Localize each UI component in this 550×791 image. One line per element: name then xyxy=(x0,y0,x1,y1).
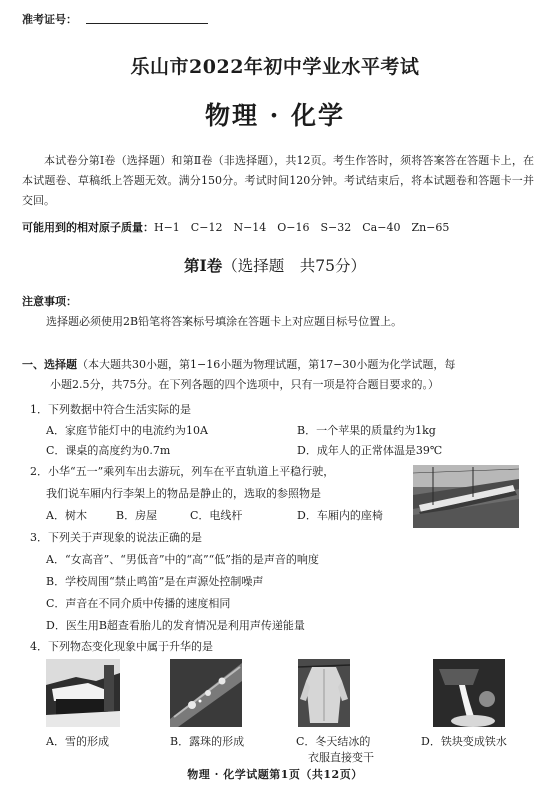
question-4-option-a: A．雪的形成 xyxy=(46,735,109,748)
exam-title: 乐山市2022年初中学业水平考试 xyxy=(130,56,420,78)
question-2-option-b: B．房屋 xyxy=(116,509,158,522)
question-4-option-c-line2: 衣服直接变干 xyxy=(308,751,374,764)
molten-iron-photo xyxy=(433,659,505,727)
section-desc-line1: （本大题共30小题，第1−16小题为物理试题，第17−30小题为化学试题，每 xyxy=(77,358,456,371)
question-1-option-c: C．课桌的高度约为0.7m xyxy=(46,444,171,457)
question-1-option-a: A．家庭节能灯中的电流约为10A xyxy=(46,424,208,437)
question-4-option-b: B．露珠的形成 xyxy=(170,735,245,748)
part-title-bold: 第Ⅰ卷 xyxy=(184,256,223,275)
frozen-clothes-photo-image xyxy=(298,659,350,727)
atomic-masses-values: H−1 C−12 N−14 O−16 S−32 Ca−40 Zn−65 xyxy=(154,221,450,234)
question-3-stem: 3．下列关于声现象的说法正确的是 xyxy=(30,531,202,544)
atomic-masses-label: 可能用到的相对原子质量： xyxy=(22,221,154,234)
exam-id-label: 准考证号： xyxy=(22,13,77,26)
question-2-option-a: A．树木 xyxy=(46,509,87,522)
section-heading xyxy=(22,356,532,374)
section-desc-line2: 小题2.5分，共75分。在下列各题的四个选项中，只有一项是符合题目要求的。） xyxy=(50,378,439,391)
train-photo-image xyxy=(413,465,519,528)
question-2-stem-line2: 我们说车厢内行李架上的物品是静止的，选取的参照物是 xyxy=(46,487,321,500)
question-4-option-c-line1: C．冬天结冰的 xyxy=(296,735,371,748)
question-1-stem: 1．下列数据中符合生活实际的是 xyxy=(30,403,191,416)
question-1-option-b: B．一个苹果的质量约为1kg xyxy=(297,424,436,437)
question-3-option-b: B．学校周围“禁止鸣笛”是在声源处控制噪声 xyxy=(46,575,264,588)
snow-photo-image xyxy=(46,659,120,727)
question-4-option-d: D．铁块变成铁水 xyxy=(421,735,507,748)
snow-photo xyxy=(46,659,120,727)
section-label: 一、选择题 xyxy=(22,358,77,371)
part-title-rest: （选择题 共75分） xyxy=(222,257,366,275)
question-2-stem-line1: 2．小华“五一”乘列车出去游玩，列车在平直轨道上平稳行驶， xyxy=(30,465,335,478)
question-3-option-c: C．声音在不同介质中传播的速度相同 xyxy=(46,597,231,610)
atomic-masses xyxy=(22,219,449,235)
molten-iron-photo-image xyxy=(433,659,505,727)
intro-paragraph: 本试卷分第Ⅰ卷（选择题）和第Ⅱ卷（非选择题），共12页。考生作答时，须将答案答在答题卡上，在本试题卷、草稿纸上答题无效。满分150分。考试时间120分钟。考试结束后，将本试题卷和答题卡一并交回。 xyxy=(22,154,534,207)
notice-body: 选择题必须使用2B铅笔将答案标号填涂在答题卡上对应题目标号位置上。 xyxy=(46,315,403,328)
exam-id-blank-line xyxy=(86,23,208,24)
question-2-option-c: C．电线杆 xyxy=(190,509,243,522)
notice-heading: 注意事项： xyxy=(22,295,77,308)
question-2-option-d: D．车厢内的座椅 xyxy=(297,509,383,522)
question-3-option-a: A．“女高音”、“男低音”中的“高”“低”指的是声音的响度 xyxy=(46,553,319,566)
train-photo xyxy=(413,465,519,528)
question-1-option-d: D．成年人的正常体温是39℃ xyxy=(297,444,443,457)
part-title xyxy=(0,254,550,276)
dew-photo-image xyxy=(170,659,242,727)
frozen-clothes-photo xyxy=(298,659,350,727)
question-4-stem: 4．下列物态变化现象中属于升华的是 xyxy=(30,640,213,653)
page-footer: 物理 · 化学试题第1页（共12页） xyxy=(187,768,363,781)
subject-title: 物理 · 化学 xyxy=(204,101,346,130)
question-3-option-d: D．医生用B超查看胎儿的发育情况是利用声传递能量 xyxy=(46,619,305,632)
dew-photo xyxy=(170,659,242,727)
